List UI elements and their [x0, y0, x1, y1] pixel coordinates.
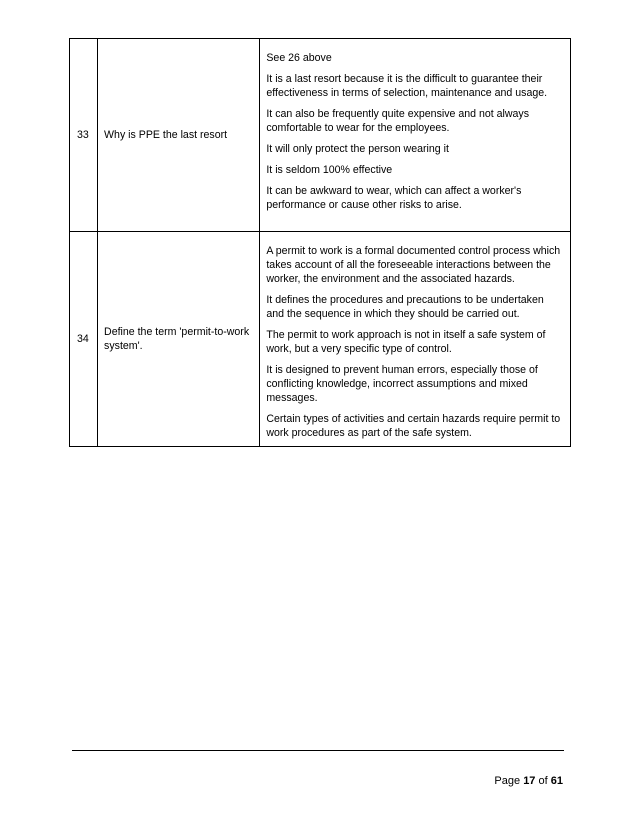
answer-paragraph: It can be awkward to wear, which can affect a worker's performance or cause other risks to arise.: [266, 185, 522, 211]
answer-cell: [260, 232, 571, 447]
current-page: 17: [523, 775, 536, 787]
table-row: [70, 232, 571, 447]
answer-paragraph: It defines the procedures and precautions to be undertaken and the sequence in which they should be carried out.: [266, 294, 544, 320]
answer-paragraph: It can also be frequently quite expensive and not always comfortable to wear for the employees.: [266, 108, 530, 134]
question-number: 33: [70, 39, 98, 232]
answer-paragraph: It is seldom 100% effective: [266, 164, 393, 176]
answer-cell: [260, 39, 571, 232]
answer-paragraph: A permit to work is a formal documented control process which takes account of all the foreseeable interactions between the worker, the environment and the associated hazards.: [266, 245, 561, 285]
page-label: Page: [494, 775, 521, 787]
answer-paragraph: The permit to work approach is not in itself a safe system of work, but a very specific type of control.: [266, 329, 546, 355]
answer-paragraph: It will only protect the person wearing it: [266, 143, 449, 155]
question-number: 34: [70, 232, 98, 447]
answer-paragraph: It is a last resort because it is the difficult to guarantee their effectiveness in terms of selection, maintenance and usage.: [266, 73, 548, 99]
question-text: Why is PPE the last resort: [98, 39, 260, 232]
footer-divider: [72, 750, 564, 751]
of-label: of: [538, 775, 548, 787]
answer-paragraph: See 26 above: [266, 52, 332, 64]
answer-paragraph: It is designed to prevent human errors, especially those of conflicting knowledge, incorrect assumptions and mixed messages.: [266, 364, 538, 404]
question-text: Define the term 'permit-to-work system'.: [98, 232, 260, 447]
qa-table: [69, 38, 571, 447]
table-row: [70, 39, 571, 232]
page-number: [494, 774, 563, 788]
answer-paragraph: Certain types of activities and certain hazards require permit to work procedures as part of the safe system.: [266, 413, 561, 439]
total-pages: 61: [550, 775, 563, 787]
